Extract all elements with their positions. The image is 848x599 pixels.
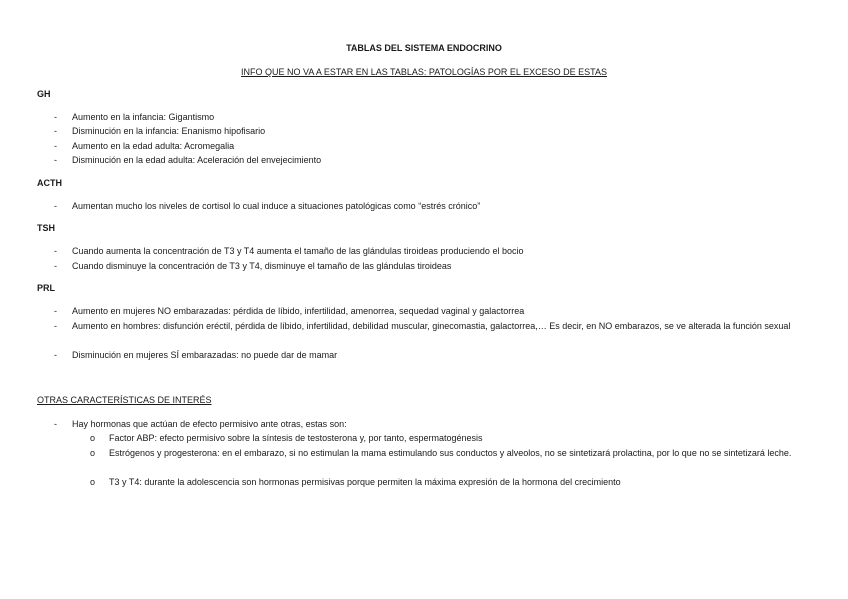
list-item — [54, 319, 814, 333]
heading-prl: PRL — [37, 283, 55, 293]
dash-marker: - — [54, 306, 57, 316]
list-item — [54, 417, 814, 431]
dash-marker: - — [54, 201, 57, 211]
list-item-text: Cuando aumenta la concentración de T3 y T4 aumenta el tamaño de las glándulas tiroideas produciendo el bocio — [72, 246, 524, 256]
list-item — [54, 110, 814, 124]
circle-marker: o — [90, 448, 96, 458]
list-item — [54, 304, 814, 318]
sub-list-item-text: Estrógenos y progesterona: en el embarazo, si no estimulan la mama estimulando sus conductos y alveolos, no se sintetizará prolactina, por lo que no se sintetizará leche. — [109, 448, 792, 458]
list-item-text: Aumento en hombres: disfunción eréctil, pérdida de líbido, infertilidad, debilidad muscular, ginecomastia, galactorrea,… Es decir, en NO embarazos, se ve alterada la función sexual — [72, 321, 791, 331]
section-title-otras: OTRAS CARACTERÍSTICAS DE INTERÉS — [37, 395, 212, 405]
list-item-text: Aumento en la infancia: Gigantismo — [72, 112, 215, 122]
list-item-text: Aumentan mucho los niveles de cortisol lo cual induce a situaciones patológicas como “estrés crónico” — [72, 201, 481, 211]
list-item — [54, 124, 814, 138]
list-item — [54, 153, 814, 167]
list-item-text: Aumento en mujeres NO embarazadas: pérdida de líbido, infertilidad, amenorrea, sequedad vaginal y galactorrea — [72, 306, 525, 316]
dash-marker: - — [54, 261, 57, 271]
list-item-text: Disminución en la infancia: Enanismo hipofisario — [72, 126, 266, 136]
heading-gh: GH — [37, 89, 51, 99]
sub-list-item-text: Factor ABP: efecto permisivo sobre la síntesis de testosterona y, por tanto, espermatogénesis — [109, 433, 483, 443]
heading-tsh: TSH — [37, 223, 55, 233]
dash-marker: - — [54, 419, 57, 429]
list-item — [54, 348, 814, 362]
circle-marker: o — [90, 477, 96, 487]
dash-marker: - — [54, 155, 57, 165]
list-item-text: Disminución en mujeres SÍ embarazadas: no puede dar de mamar — [72, 350, 338, 360]
dash-marker: - — [54, 246, 57, 256]
list-item-text: Hay hormonas que actúan de efecto permisivo ante otras, estas son: — [72, 419, 347, 429]
list-item — [54, 199, 814, 213]
list-item — [54, 244, 814, 258]
sub-list-item — [90, 446, 810, 460]
heading-acth: ACTH — [37, 178, 62, 188]
dash-marker: - — [54, 321, 57, 331]
dash-marker: - — [54, 141, 57, 151]
dash-marker: - — [54, 112, 57, 122]
document-subtitle: INFO QUE NO VA A ESTAR EN LAS TABLAS: PATOLOGÍAS POR EL EXCESO DE ESTAS — [241, 67, 607, 77]
sub-list-item — [90, 475, 810, 489]
dash-marker: - — [54, 126, 57, 136]
circle-marker: o — [90, 433, 96, 443]
list-item-text: Cuando disminuye la concentración de T3 y T4, disminuye el tamaño de las glándulas tiroideas — [72, 261, 452, 271]
sub-list-item — [90, 431, 810, 445]
list-item-text: Aumento en la edad adulta: Acromegalia — [72, 141, 235, 151]
dash-marker: - — [54, 350, 57, 360]
list-item — [54, 259, 814, 273]
list-item — [54, 139, 814, 153]
sub-list-item-text: T3 y T4: durante la adolescencia son hormonas permisivas porque permiten la máxima expresión de la hormona del crecimiento — [109, 477, 621, 487]
document-title: TABLAS DEL SISTEMA ENDOCRINO — [346, 43, 502, 53]
list-item-text: Disminución en la edad adulta: Aceleración del envejecimiento — [72, 155, 322, 165]
